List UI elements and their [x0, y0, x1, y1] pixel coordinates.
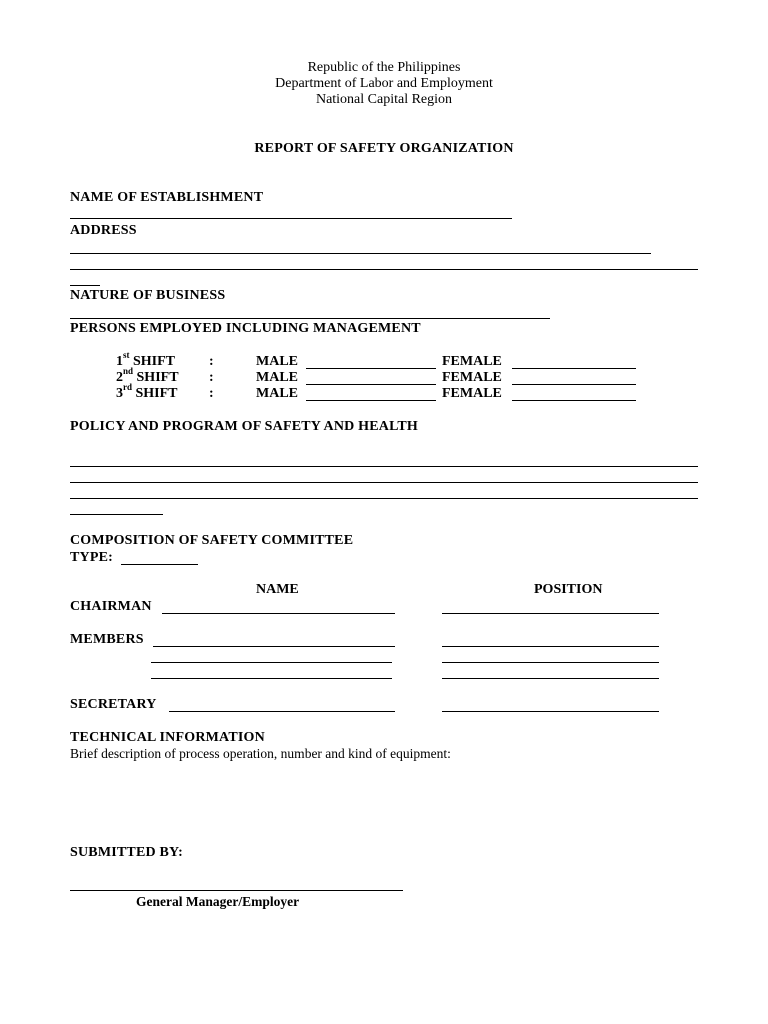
shift-1-female-label: FEMALE [442, 354, 502, 369]
shift-2-male-field[interactable] [306, 384, 436, 385]
members-label: MEMBERS [70, 632, 144, 647]
member-2-name-field[interactable] [151, 662, 392, 663]
member-1-name-field[interactable] [153, 646, 395, 647]
persons-label: PERSONS EMPLOYED INCLUDING MANAGEMENT [70, 321, 421, 336]
nature-label: NATURE OF BUSINESS [70, 288, 226, 303]
shift-3-label: 3rd SHIFT [116, 382, 178, 401]
member-3-position-field[interactable] [442, 678, 659, 679]
shift-2-label: 2nd SHIFT [116, 366, 179, 385]
address-field-line-1[interactable] [70, 253, 651, 254]
submitted-by-label: SUBMITTED BY: [70, 845, 183, 860]
shift-1-male-label: MALE [256, 354, 298, 369]
shift-1-colon: : [209, 354, 214, 369]
shift-3-male-field[interactable] [306, 400, 436, 401]
establishment-field[interactable] [70, 218, 512, 219]
committee-type-label: TYPE: [70, 550, 113, 565]
shift-2-female-label: FEMALE [442, 370, 502, 385]
shift-1-label: 1st SHIFT [116, 350, 176, 369]
header-region: National Capital Region [315, 92, 453, 107]
chairman-label: CHAIRMAN [70, 599, 152, 614]
shift-3-female-label: FEMALE [442, 386, 502, 401]
address-field-line-2[interactable] [70, 269, 698, 270]
member-2-position-field[interactable] [442, 662, 659, 663]
address-field-line-3[interactable] [70, 285, 100, 286]
technical-heading: TECHNICAL INFORMATION [70, 730, 265, 745]
committee-type-field[interactable] [121, 564, 198, 565]
shift-3-colon: : [209, 386, 214, 401]
signature-field[interactable] [70, 890, 403, 891]
document-title: REPORT OF SAFETY ORGANIZATION [254, 141, 514, 156]
secretary-position-field[interactable] [442, 711, 659, 712]
policy-label: POLICY AND PROGRAM OF SAFETY AND HEALTH [70, 419, 418, 434]
shift-1-male-field[interactable] [306, 368, 436, 369]
policy-field-line-4[interactable] [70, 514, 163, 515]
shift-2-colon: : [209, 370, 214, 385]
member-1-position-field[interactable] [442, 646, 659, 647]
signatory-title: General Manager/Employer [136, 894, 300, 909]
position-column-header: POSITION [534, 582, 603, 597]
committee-heading: COMPOSITION OF SAFETY COMMITTEE [70, 533, 354, 548]
shift-3-male-label: MALE [256, 386, 298, 401]
policy-field-line-3[interactable] [70, 498, 698, 499]
chairman-name-field[interactable] [162, 613, 395, 614]
establishment-label: NAME OF ESTABLISHMENT [70, 190, 264, 205]
secretary-name-field[interactable] [169, 711, 395, 712]
shift-1-female-field[interactable] [512, 368, 636, 369]
policy-field-line-2[interactable] [70, 482, 698, 483]
address-label: ADDRESS [70, 223, 137, 238]
nature-field[interactable] [70, 318, 550, 319]
shift-3-female-field[interactable] [512, 400, 636, 401]
shift-2-female-field[interactable] [512, 384, 636, 385]
secretary-label: SECRETARY [70, 697, 157, 712]
name-column-header: NAME [256, 582, 299, 597]
policy-field-line-1[interactable] [70, 466, 698, 467]
header-department: Department of Labor and Employment [275, 76, 493, 91]
member-3-name-field[interactable] [151, 678, 392, 679]
chairman-position-field[interactable] [442, 613, 659, 614]
shift-2-male-label: MALE [256, 370, 298, 385]
header-republic: Republic of the Philippines [307, 60, 461, 75]
technical-description: Brief description of process operation, number and kind of equipment: [70, 746, 451, 761]
